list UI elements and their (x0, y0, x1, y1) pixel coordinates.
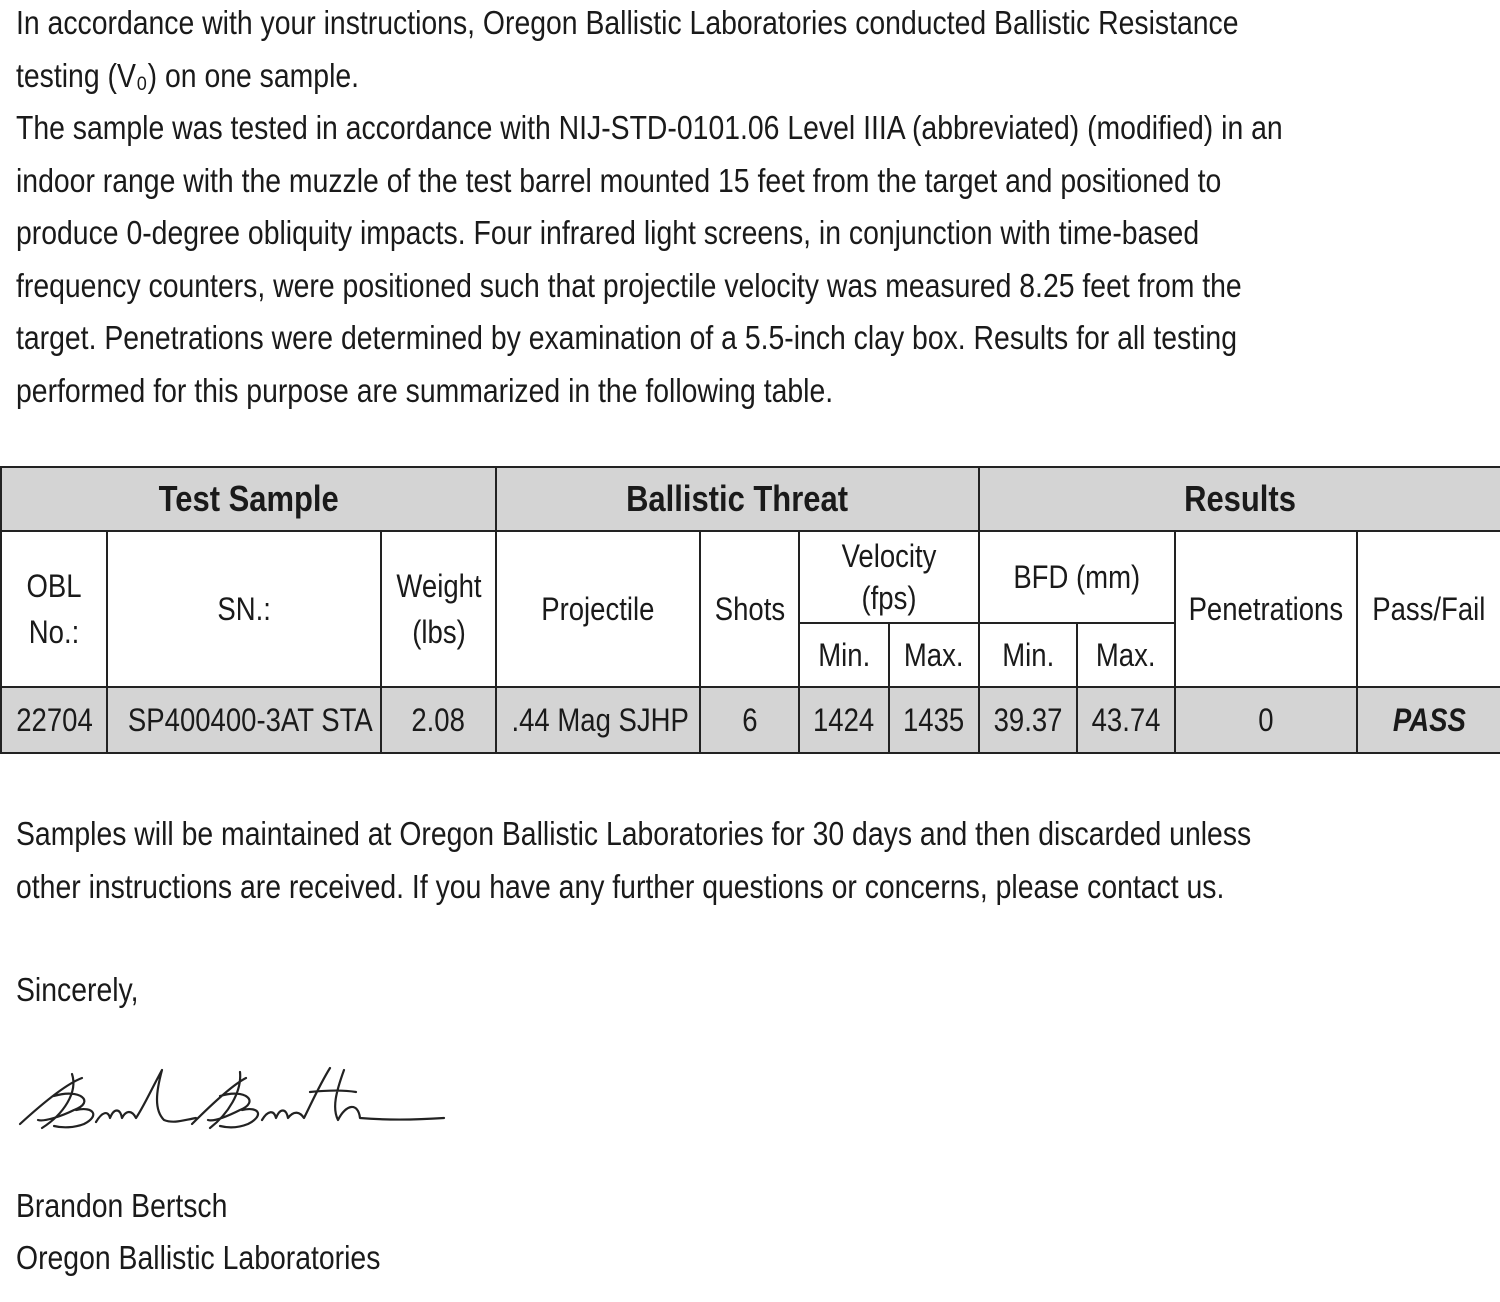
header-velocity: Velocity (fps) (799, 531, 979, 623)
cell-velocity-min: 1424 (799, 687, 889, 753)
results-table (0, 466, 1500, 754)
column-header-row (1, 531, 1500, 623)
closing-paragraph (16, 808, 1251, 913)
header-bfd-min: Min. (979, 623, 1077, 687)
closing-line: other instructions are received. If you have any further questions or concerns, please contact us. (16, 867, 1225, 905)
handwritten-signature (14, 1062, 454, 1142)
intro-line: testing (V₀) on one sample. (16, 56, 360, 94)
intro-line: target. Penetrations were determined by examination of a 5.5-inch clay box. Results for all testing (16, 319, 1237, 356)
closing-line: Samples will be maintained at Oregon Ballistic Laboratories for 30 days and then discarded unless (16, 815, 1252, 852)
signer-name: Brandon Bertsch (16, 1187, 228, 1224)
intro-line: The sample was tested in accordance with NIJ-STD-0101.06 Level IIIA (abbreviated) (modified) in an (16, 109, 1283, 146)
cell-weight: 2.08 (381, 687, 496, 753)
header-weight: Weight (lbs) (381, 531, 496, 687)
intro-line: performed for this purpose are summarized in the following table. (16, 371, 834, 409)
header-velocity-max: Max. (889, 623, 979, 687)
header-pass-fail: Pass/Fail (1357, 531, 1500, 687)
intro-line: produce 0-degree obliquity impacts. Four infrared light screens, in conjunction with time-based (16, 214, 1200, 251)
header-penetrations: Penetrations (1175, 531, 1357, 687)
group-header-row (1, 467, 1500, 531)
cell-penetrations: 0 (1175, 687, 1357, 753)
group-results: Results (979, 467, 1500, 531)
cell-shots: 6 (700, 687, 799, 753)
header-velocity-min: Min. (799, 623, 889, 687)
intro-paragraph (16, 0, 1283, 417)
group-test-sample: Test Sample (1, 467, 496, 531)
group-ballistic-threat: Ballistic Threat (496, 467, 979, 531)
header-bfd-max: Max. (1077, 623, 1175, 687)
intro-line: In accordance with your instructions, Oregon Ballistic Laboratories conducted Ballistic Resistance (16, 4, 1239, 41)
header-bfd: BFD (mm) (979, 531, 1175, 623)
header-obl-no: OBL No.: (1, 531, 107, 687)
cell-pass-fail: PASS (1357, 687, 1500, 753)
header-shots: Shots (700, 531, 799, 687)
cell-bfd-min: 39.37 (979, 687, 1077, 753)
cell-obl-no: 22704 (1, 687, 107, 753)
salutation: Sincerely, (16, 971, 139, 1008)
signature-block (16, 1180, 380, 1284)
cell-velocity-max: 1435 (889, 687, 979, 753)
table-row (1, 687, 1500, 753)
cell-bfd-max: 43.74 (1077, 687, 1175, 753)
header-sn: SN.: (107, 531, 381, 687)
cell-projectile: .44 Mag SJHP (496, 687, 700, 753)
intro-line: indoor range with the muzzle of the test barrel mounted 15 feet from the target and positioned to (16, 161, 1222, 199)
header-projectile: Projectile (496, 531, 700, 687)
intro-line: frequency counters, were positioned such that projectile velocity was measured 8.25 feet from the (16, 266, 1242, 304)
signer-organization: Oregon Ballistic Laboratories (16, 1239, 381, 1276)
cell-sn: SP400400-3AT STA (107, 687, 381, 753)
